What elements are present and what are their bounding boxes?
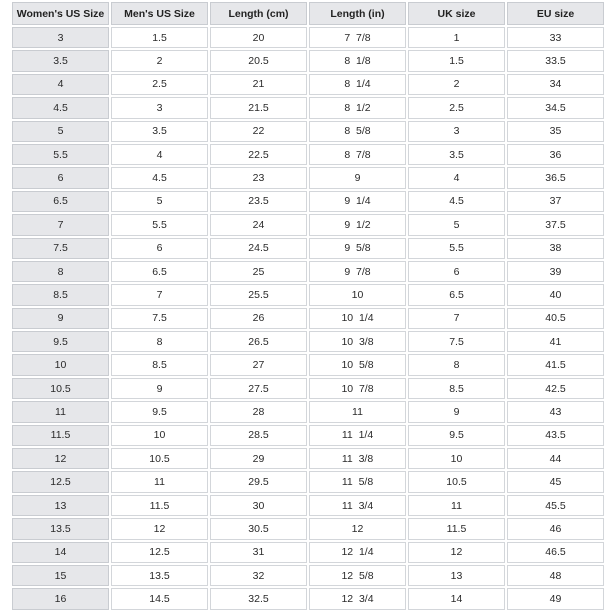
cell-length-in: 9 1/2	[309, 214, 406, 235]
cell-mens-us-size: 8.5	[111, 354, 208, 375]
header-row	[12, 2, 604, 25]
cell-womens-us-size: 4	[12, 74, 109, 95]
cell-womens-us-size: 13.5	[12, 518, 109, 539]
table-row	[12, 518, 604, 539]
cell-length-in: 8 1/8	[309, 50, 406, 71]
cell-eu-size: 42.5	[507, 378, 604, 399]
cell-eu-size: 37.5	[507, 214, 604, 235]
cell-mens-us-size: 13.5	[111, 565, 208, 586]
cell-eu-size: 34	[507, 74, 604, 95]
cell-mens-us-size: 8	[111, 331, 208, 352]
cell-mens-us-size: 10	[111, 425, 208, 446]
cell-eu-size: 34.5	[507, 97, 604, 118]
cell-mens-us-size: 14.5	[111, 588, 208, 609]
cell-mens-us-size: 1.5	[111, 27, 208, 48]
table-row	[12, 121, 604, 142]
cell-uk-size: 2	[408, 74, 505, 95]
cell-length-cm: 28	[210, 401, 307, 422]
table-row	[12, 284, 604, 305]
size-conversion-table	[10, 0, 606, 612]
header-length-cm: Length (cm)	[210, 2, 307, 25]
cell-womens-us-size: 9.5	[12, 331, 109, 352]
cell-uk-size: 8	[408, 354, 505, 375]
cell-eu-size: 48	[507, 565, 604, 586]
cell-length-in: 9 1/4	[309, 191, 406, 212]
cell-mens-us-size: 3	[111, 97, 208, 118]
cell-womens-us-size: 4.5	[12, 97, 109, 118]
cell-womens-us-size: 6	[12, 167, 109, 188]
header-mens-us-size: Men's US Size	[111, 2, 208, 25]
cell-mens-us-size: 4	[111, 144, 208, 165]
cell-uk-size: 3.5	[408, 144, 505, 165]
table-row	[12, 214, 604, 235]
cell-mens-us-size: 4.5	[111, 167, 208, 188]
cell-length-in: 8 7/8	[309, 144, 406, 165]
cell-length-cm: 26	[210, 308, 307, 329]
cell-womens-us-size: 9	[12, 308, 109, 329]
cell-mens-us-size: 2	[111, 50, 208, 71]
cell-length-in: 12 5/8	[309, 565, 406, 586]
cell-womens-us-size: 10.5	[12, 378, 109, 399]
cell-womens-us-size: 12.5	[12, 471, 109, 492]
cell-eu-size: 35	[507, 121, 604, 142]
cell-mens-us-size: 2.5	[111, 74, 208, 95]
header-womens-us-size: Women's US Size	[12, 2, 109, 25]
table-row	[12, 144, 604, 165]
table-row	[12, 588, 604, 609]
cell-womens-us-size: 7	[12, 214, 109, 235]
cell-uk-size: 7	[408, 308, 505, 329]
cell-mens-us-size: 5	[111, 191, 208, 212]
cell-length-cm: 30.5	[210, 518, 307, 539]
cell-length-cm: 26.5	[210, 331, 307, 352]
table-row	[12, 27, 604, 48]
cell-eu-size: 44	[507, 448, 604, 469]
cell-eu-size: 39	[507, 261, 604, 282]
cell-length-cm: 28.5	[210, 425, 307, 446]
cell-mens-us-size: 3.5	[111, 121, 208, 142]
table-row	[12, 331, 604, 352]
table-row	[12, 261, 604, 282]
table-row	[12, 565, 604, 586]
cell-uk-size: 5.5	[408, 238, 505, 259]
cell-uk-size: 2.5	[408, 97, 505, 118]
cell-uk-size: 10	[408, 448, 505, 469]
cell-length-cm: 29.5	[210, 471, 307, 492]
cell-eu-size: 45	[507, 471, 604, 492]
cell-length-cm: 32.5	[210, 588, 307, 609]
cell-length-cm: 25	[210, 261, 307, 282]
cell-uk-size: 4.5	[408, 191, 505, 212]
cell-womens-us-size: 3	[12, 27, 109, 48]
table-row	[12, 167, 604, 188]
table-row	[12, 191, 604, 212]
table-row	[12, 495, 604, 516]
cell-eu-size: 41	[507, 331, 604, 352]
cell-mens-us-size: 9	[111, 378, 208, 399]
table-row	[12, 308, 604, 329]
cell-womens-us-size: 13	[12, 495, 109, 516]
cell-uk-size: 1.5	[408, 50, 505, 71]
cell-eu-size: 43.5	[507, 425, 604, 446]
cell-uk-size: 12	[408, 542, 505, 563]
table-row	[12, 471, 604, 492]
table-row	[12, 354, 604, 375]
cell-length-in: 7 7/8	[309, 27, 406, 48]
cell-womens-us-size: 5.5	[12, 144, 109, 165]
cell-eu-size: 40	[507, 284, 604, 305]
cell-eu-size: 46.5	[507, 542, 604, 563]
cell-length-in: 8 1/4	[309, 74, 406, 95]
cell-uk-size: 11	[408, 495, 505, 516]
cell-length-in: 9	[309, 167, 406, 188]
cell-uk-size: 10.5	[408, 471, 505, 492]
cell-length-in: 11 3/8	[309, 448, 406, 469]
cell-length-in: 11 5/8	[309, 471, 406, 492]
table-row	[12, 542, 604, 563]
table-row	[12, 448, 604, 469]
cell-uk-size: 11.5	[408, 518, 505, 539]
cell-length-in: 8 1/2	[309, 97, 406, 118]
cell-length-in: 12	[309, 518, 406, 539]
cell-length-cm: 27	[210, 354, 307, 375]
cell-eu-size: 36.5	[507, 167, 604, 188]
table-row	[12, 401, 604, 422]
cell-length-in: 11 1/4	[309, 425, 406, 446]
cell-uk-size: 1	[408, 27, 505, 48]
cell-length-in: 12 3/4	[309, 588, 406, 609]
cell-length-cm: 23.5	[210, 191, 307, 212]
cell-mens-us-size: 11.5	[111, 495, 208, 516]
table-body	[12, 27, 604, 610]
cell-womens-us-size: 16	[12, 588, 109, 609]
cell-length-cm: 20	[210, 27, 307, 48]
table-row	[12, 97, 604, 118]
cell-length-in: 11	[309, 401, 406, 422]
cell-womens-us-size: 8	[12, 261, 109, 282]
cell-length-in: 10 7/8	[309, 378, 406, 399]
cell-uk-size: 6	[408, 261, 505, 282]
cell-mens-us-size: 9.5	[111, 401, 208, 422]
cell-mens-us-size: 6	[111, 238, 208, 259]
cell-eu-size: 41.5	[507, 354, 604, 375]
cell-length-in: 10 5/8	[309, 354, 406, 375]
table-row	[12, 74, 604, 95]
cell-eu-size: 33.5	[507, 50, 604, 71]
cell-eu-size: 40.5	[507, 308, 604, 329]
cell-length-cm: 21	[210, 74, 307, 95]
header-uk-size: UK size	[408, 2, 505, 25]
cell-uk-size: 9.5	[408, 425, 505, 446]
header-length-in: Length (in)	[309, 2, 406, 25]
cell-uk-size: 3	[408, 121, 505, 142]
cell-womens-us-size: 6.5	[12, 191, 109, 212]
cell-length-in: 12 1/4	[309, 542, 406, 563]
cell-length-in: 10	[309, 284, 406, 305]
cell-womens-us-size: 5	[12, 121, 109, 142]
cell-length-cm: 32	[210, 565, 307, 586]
cell-length-cm: 21.5	[210, 97, 307, 118]
cell-length-in: 8 5/8	[309, 121, 406, 142]
cell-length-cm: 24	[210, 214, 307, 235]
cell-eu-size: 46	[507, 518, 604, 539]
cell-eu-size: 45.5	[507, 495, 604, 516]
table-header	[12, 2, 604, 25]
cell-length-cm: 31	[210, 542, 307, 563]
cell-length-cm: 27.5	[210, 378, 307, 399]
cell-length-cm: 24.5	[210, 238, 307, 259]
cell-womens-us-size: 14	[12, 542, 109, 563]
cell-uk-size: 4	[408, 167, 505, 188]
cell-length-cm: 29	[210, 448, 307, 469]
cell-mens-us-size: 11	[111, 471, 208, 492]
cell-mens-us-size: 10.5	[111, 448, 208, 469]
header-eu-size: EU size	[507, 2, 604, 25]
cell-mens-us-size: 5.5	[111, 214, 208, 235]
cell-length-in: 9 5/8	[309, 238, 406, 259]
cell-womens-us-size: 7.5	[12, 238, 109, 259]
cell-length-in: 10 1/4	[309, 308, 406, 329]
cell-length-cm: 20.5	[210, 50, 307, 71]
table-row	[12, 238, 604, 259]
cell-eu-size: 33	[507, 27, 604, 48]
cell-length-cm: 22	[210, 121, 307, 142]
cell-womens-us-size: 11.5	[12, 425, 109, 446]
cell-womens-us-size: 10	[12, 354, 109, 375]
cell-eu-size: 49	[507, 588, 604, 609]
cell-length-in: 9 7/8	[309, 261, 406, 282]
cell-length-cm: 30	[210, 495, 307, 516]
cell-uk-size: 13	[408, 565, 505, 586]
cell-length-cm: 22.5	[210, 144, 307, 165]
cell-uk-size: 6.5	[408, 284, 505, 305]
cell-womens-us-size: 3.5	[12, 50, 109, 71]
cell-womens-us-size: 11	[12, 401, 109, 422]
cell-eu-size: 37	[507, 191, 604, 212]
table-row	[12, 50, 604, 71]
cell-womens-us-size: 8.5	[12, 284, 109, 305]
cell-mens-us-size: 6.5	[111, 261, 208, 282]
cell-mens-us-size: 12.5	[111, 542, 208, 563]
cell-length-cm: 25.5	[210, 284, 307, 305]
cell-uk-size: 8.5	[408, 378, 505, 399]
cell-mens-us-size: 7.5	[111, 308, 208, 329]
cell-womens-us-size: 12	[12, 448, 109, 469]
table-row	[12, 378, 604, 399]
cell-eu-size: 43	[507, 401, 604, 422]
cell-eu-size: 36	[507, 144, 604, 165]
table-row	[12, 425, 604, 446]
cell-eu-size: 38	[507, 238, 604, 259]
cell-length-in: 10 3/8	[309, 331, 406, 352]
cell-uk-size: 7.5	[408, 331, 505, 352]
cell-length-cm: 23	[210, 167, 307, 188]
cell-mens-us-size: 7	[111, 284, 208, 305]
cell-uk-size: 5	[408, 214, 505, 235]
cell-womens-us-size: 15	[12, 565, 109, 586]
cell-mens-us-size: 12	[111, 518, 208, 539]
cell-uk-size: 9	[408, 401, 505, 422]
cell-uk-size: 14	[408, 588, 505, 609]
cell-length-in: 11 3/4	[309, 495, 406, 516]
